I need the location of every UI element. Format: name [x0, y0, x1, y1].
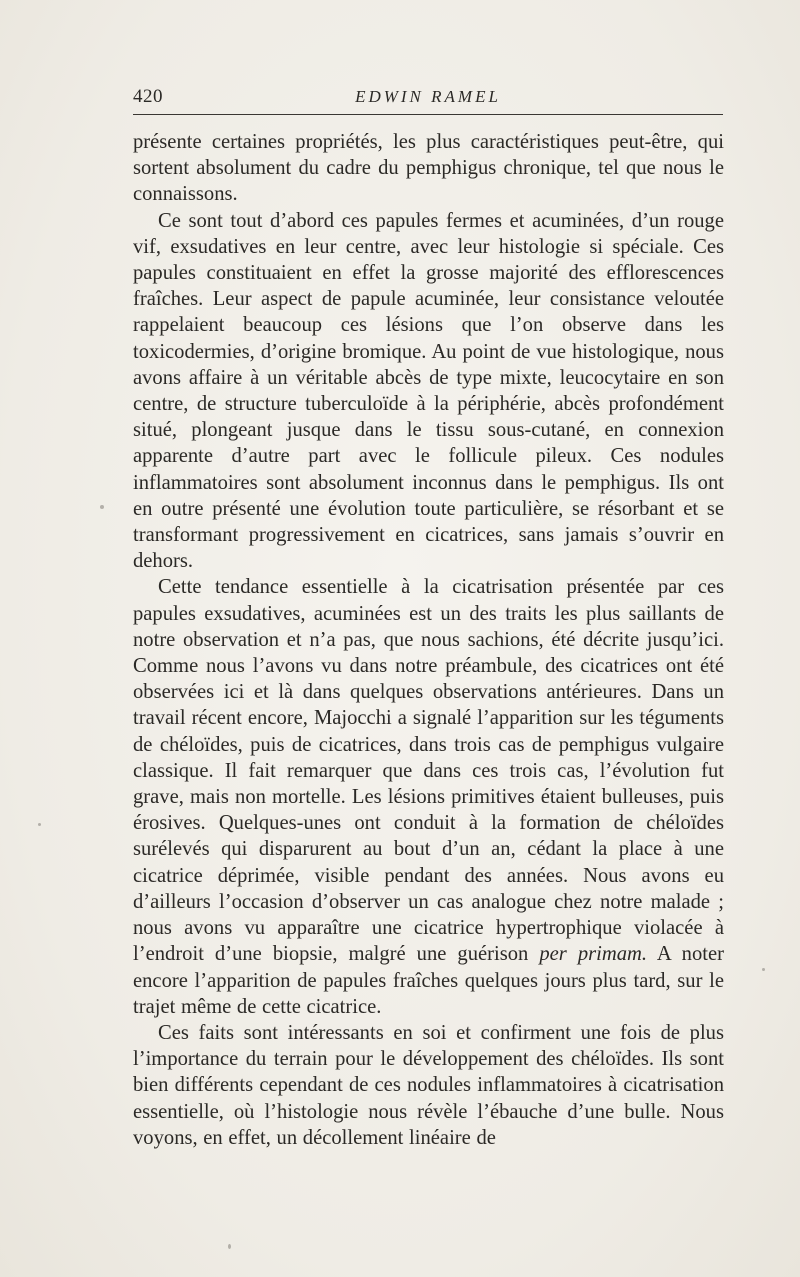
paragraph-3-tail: A noter encore l’apparition de papules fraîches quelques jours plus tard, sur le trajet même de cette cicatrice. [133, 943, 724, 1018]
body-text [133, 129, 724, 1151]
paragraph-4 [133, 1020, 724, 1151]
paper-speck [38, 823, 41, 826]
latin-phrase: per primam. [539, 943, 648, 966]
paper-speck [100, 505, 104, 509]
paragraph-2-text: Ce sont tout d’abord ces papules fermes et acuminées, d’un rouge vif, exsudatives en leur centre, avec leur histologie si spéciale. Ces papules constituaient en effet la grosse majorité des efflorescences fraîches. Leur aspect de papule acuminée, leur consistance veloutée rappelaient beaucoup ces lésions que l’on observe dans les toxicodermies, d’origine bromique. Au point de vue histologique, nous avons affaire à un véritable abcès de type mixte, leucocytaire en son centre, de structure tuberculoïde à la périphérie, abcès profondément situé, plongeant jusque dans le tissu sous-cutané, en connexion apparente d’autre part avec le follicule pileux. Ces nodules inflammatoires sont absolument inconnus dans le pemphigus. Ils ont en outre présenté une évolution toute particulière, se résorbant et se transformant progressivement en cicatrices, sans jamais s’ouvrir en dehors. [133, 209, 724, 573]
paragraph-1-text: présente certaines propriétés, les plus caractéristiques peut-être, qui sortent absolument du cadre du pemphigus chronique, tel que nous le connaissons. [133, 131, 724, 206]
paragraph-1 [133, 129, 724, 208]
paper-speck [762, 968, 765, 971]
running-head: EDWIN RAMEL [355, 87, 501, 106]
paragraph-4-text: Ces faits sont intéressants en soi et confirment une fois de plus l’importance du terrain pour le développement des chéloïdes. Ils sont bien différents cependant de ces nodules inflammatoires à cicatrisation essentielle, où l’histologie nous révèle l’ébauche d’une bulle. Nous voyons, en effet, un décollement linéaire de [133, 1021, 724, 1149]
paper-speck [228, 1244, 231, 1249]
paragraph-2 [133, 208, 724, 575]
paragraph-3-text: Cette tendance essentielle à la cicatrisation présentée par ces papules exsudatives, acuminées est un des traits les plus saillants de notre observation et n’a pas, que nous sachions, été décrite jusqu’ici. Comme nous l’avons vu dans notre préambule, des cicatrices ont été observées ici et là dans quelques observations antérieures. Dans un travail récent encore, Majocchi a signalé l’apparition sur les téguments de chéloïdes, puis de cicatrices, dans trois cas de pemphigus vulgaire classique. Il fait remarquer que dans ces trois cas, l’évolution fut grave, mais non mortelle. Les lésions primitives étaient bulleuses, puis érosives. Quelques-unes ont conduit à la formation de chéloïdes surélevés qui disparurent au bout d’un an, cédant la place à une cicatrice déprimée, visible pendant des années. Nous avons eu d’ailleurs l’occasion d’observer un cas analogue chez notre malade ; nous avons vu apparaître une cicatrice hypertrophique violacée à l’endroit d’une biopsie, malgré une guérison [133, 576, 724, 966]
paragraph-3 [133, 574, 724, 1019]
page-number: 420 [133, 86, 163, 107]
page-header [133, 84, 723, 115]
